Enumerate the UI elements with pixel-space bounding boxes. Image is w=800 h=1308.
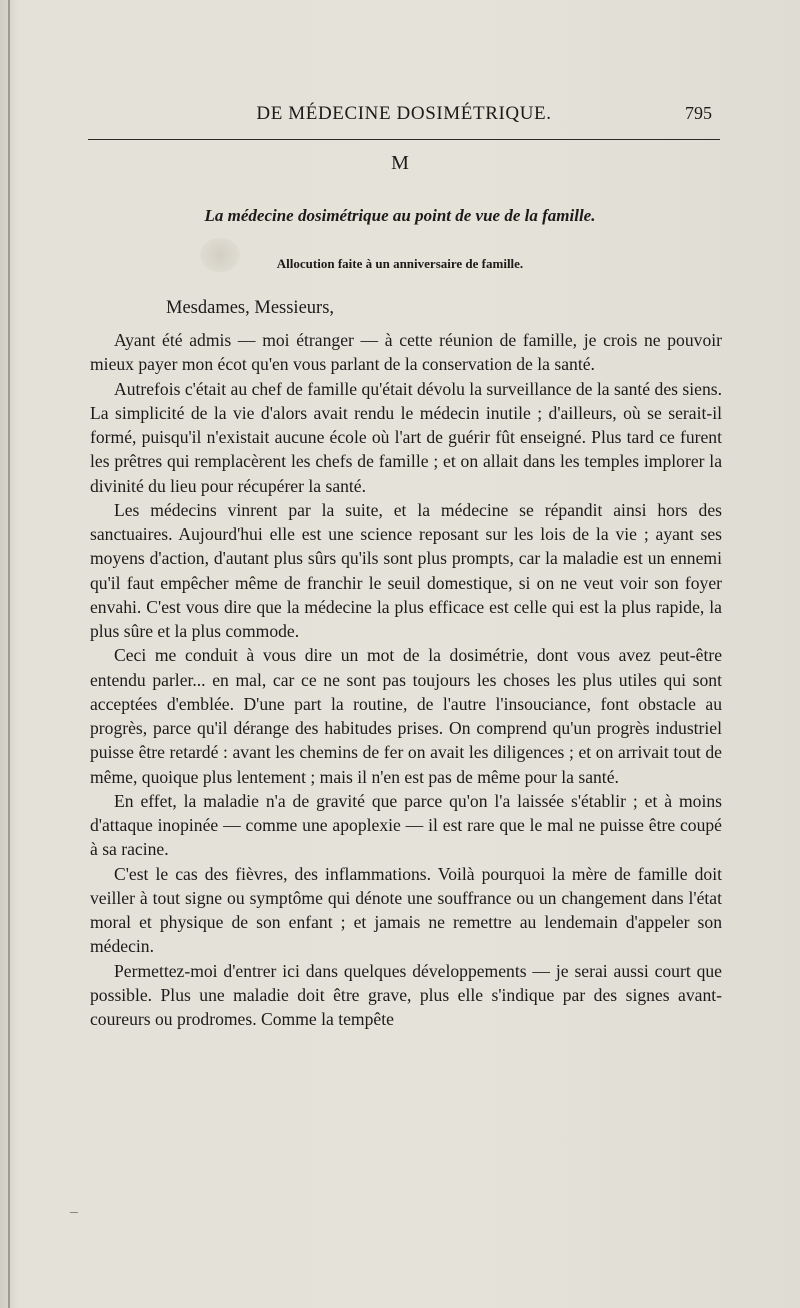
paragraph: Ceci me conduit à vous dire un mot de la dosimétrie, dont vous avez peut-être entendu parler... en mal, car ce ne sont pas toujours les choses les plus utiles qui sont acceptées d'emblée. D'une part la routine, de l'autre l'insouciance, font obstacle au progrès, parce qu'il dérange des habitudes prises. On comprend qu'un progrès industriel puisse être retardé : avant les chemins de fer on avait les diligences ; et on arrivait tout de même, quoique plus lentement ; mais il n'en est pas de même pour la santé.	[90, 645, 722, 787]
section-letter: M	[391, 152, 409, 174]
page-gutter	[8, 0, 10, 1308]
paragraph: Ayant été admis — moi étranger — à cette réunion de famille, je crois ne pouvoir mieux payer mon écot qu'en vous parlant de la conservation de la santé.	[90, 330, 722, 375]
page-number: 795	[685, 103, 712, 123]
article-title: La médecine dosimétrique au point de vue de la famille.	[204, 206, 596, 225]
header-rule	[88, 139, 720, 140]
paragraph: Autrefois c'était au chef de famille qu'était dévolu la surveillance de la santé des siens. La simplicité de la vie d'alors avait rendu le médecin inutile ; d'ailleurs, où se serait-il formé, puisqu'il n'existait aucune école où l'art de guérir fût enseigné. Plus tard ce furent les prêtres qui remplacèrent les chefs de famille ; et on allait dans les temples implorer la divinité du lieu pour récupérer la santé.	[90, 378, 722, 496]
paragraph: Permettez-moi d'entrer ici dans quelques développements — je serai aussi court que possible. Plus une maladie doit être grave, plus elle s'indique par des signes avant-coureurs ou prodromes. Comme la tempête	[90, 960, 722, 1029]
article-body	[90, 328, 722, 1031]
article-subtitle: Allocution faite à un anniversaire de famille.	[276, 256, 524, 271]
paragraph: Les médecins vinrent par la suite, et la médecine se répandit ainsi hors des sanctuaires. Aujourd'hui elle est une science reposant sur les lois de la vie ; ayant ses moyens d'action, d'autant plus sûrs qu'ils sont plus prompts, car la maladie est un ennemi qu'il faut empêcher même de franchir le seuil domestique, si on ne veut voir son foyer envahi. C'est vous dire que la médecine la plus efficace est celle qui est la plus rapide, la plus sûre et la plus commode.	[90, 499, 722, 641]
running-title: DE MÉDECINE DOSIMÉTRIQUE.	[256, 103, 552, 124]
salutation: Mesdames, Messieurs,	[166, 298, 335, 318]
paragraph: En effet, la maladie n'a de gravité que parce qu'on l'a laissée s'établir ; et à moins d'attaque inopinée — comme une apoplexie — il est rare que le mal ne puisse être coupé à sa racine.	[90, 790, 722, 860]
paragraph: C'est le cas des fièvres, des inflammations. Voilà pourquoi la mère de famille doit veiller à tout signe ou symptôme qui dénote une souffrance ou un changement dans l'état moral et physique de son enfant ; et jamais ne remettre au lendemain d'appeler son médecin.	[90, 863, 722, 957]
running-header	[90, 103, 718, 133]
margin-mark	[70, 1212, 78, 1213]
